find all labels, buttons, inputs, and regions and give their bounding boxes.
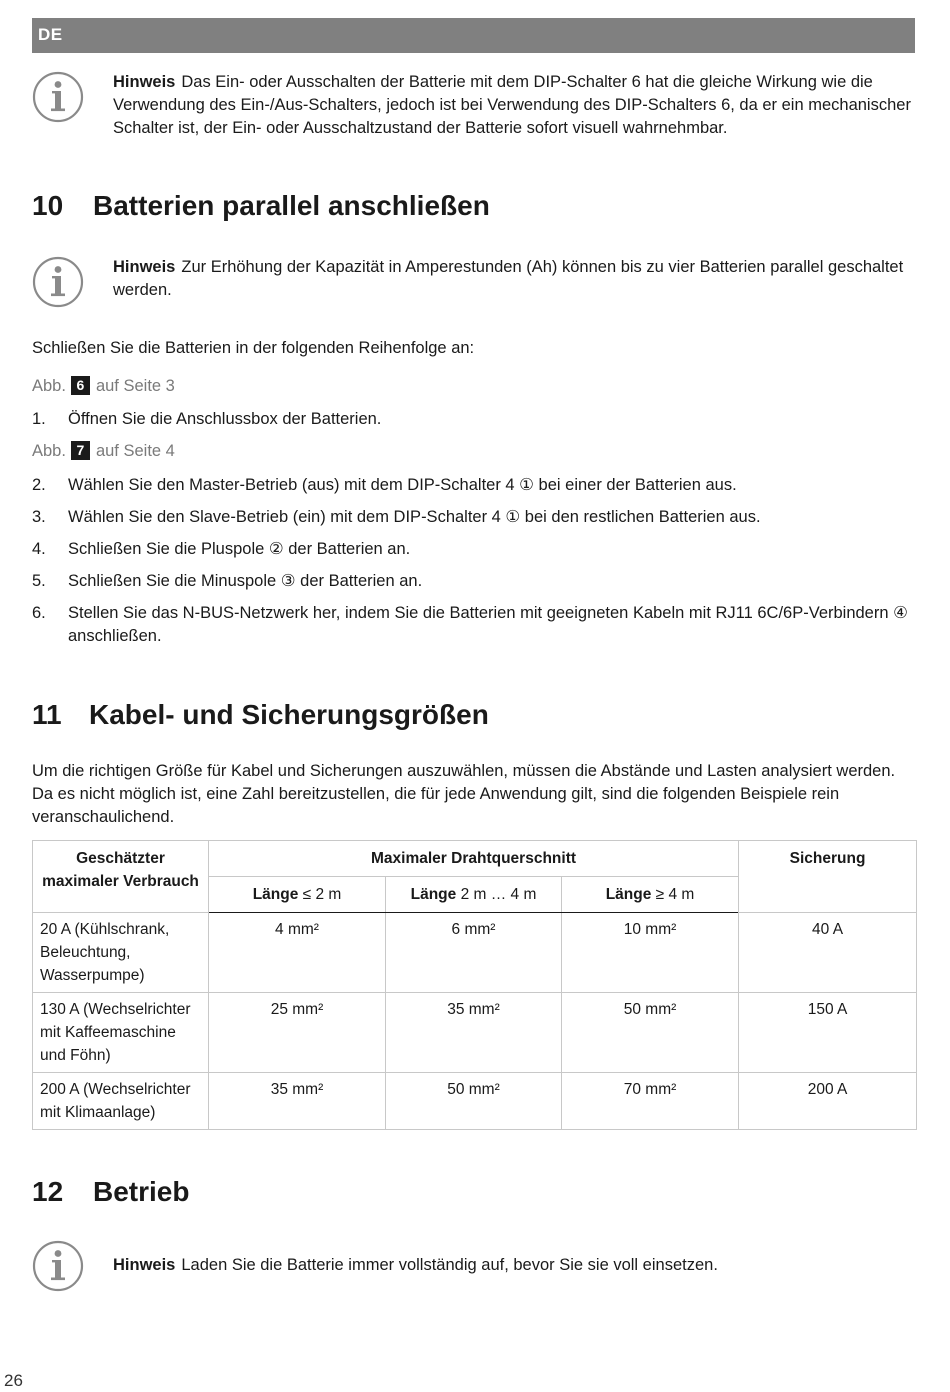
column-header-consumption: Geschätzter maximaler Verbrauch (33, 841, 209, 913)
section-heading-11 (32, 699, 489, 731)
section-heading-12 (32, 1176, 189, 1208)
section-title: Kabel- und Sicherungsgrößen (89, 699, 489, 730)
section-11-intro: Um die richtigen Größe für Kabel und Sicherungen auszuwählen, müssen die Abstände und Lasten analysiert werden. Da es nicht möglich ist, eine Zahl bereitzustellen, die für jede Anwendung gilt, sind die folgenden Beispiele rein veranschaulichend. (32, 762, 896, 826)
column-header-length-3: Länge ≥ 4 m (562, 877, 739, 913)
note-label: Hinweis (113, 258, 176, 276)
figure-reference-6[interactable]: Abb. 6 auf Seite 3 (32, 377, 175, 395)
figure-number-badge: 7 (71, 441, 90, 460)
note-charging (32, 1240, 915, 1292)
note-capacity (32, 256, 915, 308)
figure-reference-7[interactable]: Abb. 7 auf Seite 4 (32, 442, 175, 460)
note-label: Hinweis (113, 1256, 176, 1274)
column-header-length-2: Länge 2 m … 4 m (386, 877, 562, 913)
info-icon (32, 1240, 84, 1292)
note-text: Zur Erhöhung der Kapazität in Amperestunden (Ah) können bis zu vier Batterien parallel geschaltet werden. (113, 258, 904, 299)
section-title: Betrieb (93, 1176, 190, 1207)
note-text: Das Ein- oder Ausschalten der Batterie mit dem DIP-Schalter 6 hat die gleiche Wirkung wie die Verwendung des Ein-/Aus-Schalters, jedoch ist bei Verwendung des DIP-Schalters 6, da er ein mechanischer Schalter ist, der Ein- oder Ausschaltzustand der Batterie sofort visuell wahrnehmbar. (113, 73, 911, 137)
section-10-intro: Schließen Sie die Batterien in der folgenden Reihenfolge an: (32, 339, 475, 357)
table-row: 20 A (Kühlschrank, Beleuchtung, Wasserpumpe) 4 mm² 6 mm² 10 mm² 40 A (33, 913, 917, 993)
note-text: Laden Sie die Batterie immer vollständig auf, bevor Sie sie voll einsetzen. (181, 1256, 718, 1274)
page-number: 26 (4, 1371, 23, 1390)
section-number: 11 (32, 699, 62, 730)
info-icon (32, 71, 84, 123)
column-header-fuse: Sicherung (739, 841, 917, 913)
column-header-length-1: Länge ≤ 2 m (209, 877, 386, 913)
column-header-cross-section: Maximaler Drahtquerschnitt (209, 841, 739, 877)
note-label: Hinweis (113, 73, 176, 91)
table-row: 200 A (Wechselrichter mit Klimaanlage) 35 mm² 50 mm² 70 mm² 200 A (33, 1073, 917, 1130)
note-dip-switch (32, 71, 915, 141)
language-header: DE (32, 18, 915, 53)
table-row: 130 A (Wechselrichter mit Kaffeemaschine und Föhn) 25 mm² 35 mm² 50 mm² 150 A (33, 993, 917, 1073)
section-heading-10 (32, 190, 490, 222)
section-number: 12 (32, 1176, 64, 1207)
section-title: Batterien parallel anschließen (93, 190, 490, 221)
figure-number-badge: 6 (71, 376, 90, 395)
cable-fuse-table (32, 840, 917, 1130)
section-number: 10 (32, 190, 64, 221)
info-icon (32, 256, 84, 308)
